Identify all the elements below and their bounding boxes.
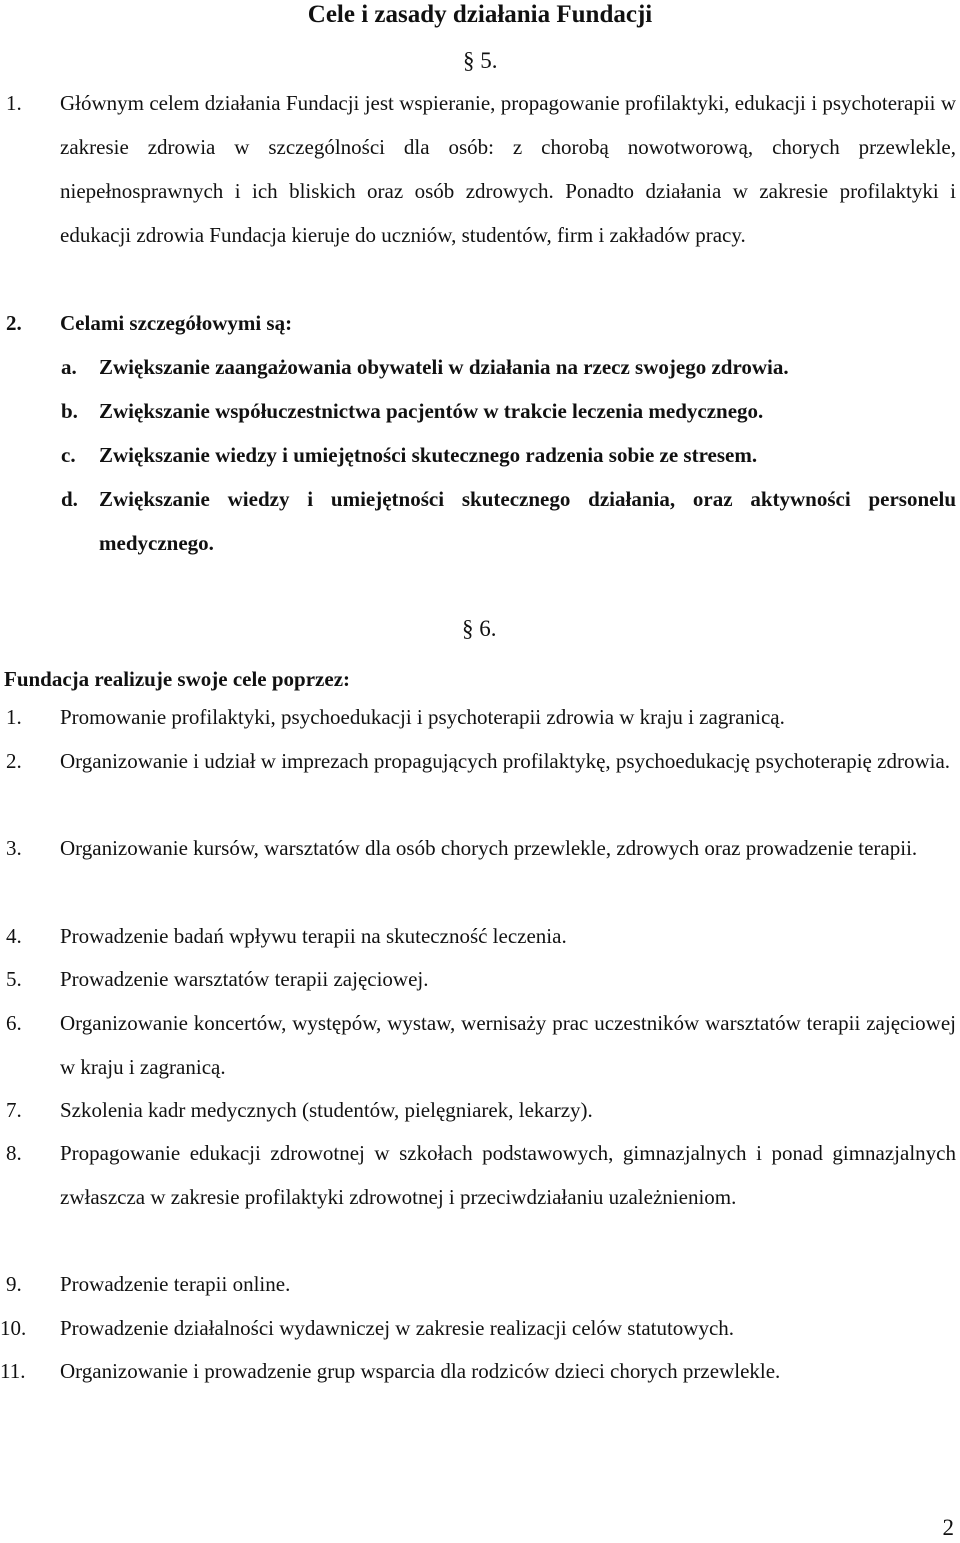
item-text: Prowadzenie warsztatów terapii zajęciowej. — [60, 967, 429, 991]
section-6-intro: Fundacja realizuje swoje cele poprzez: — [4, 667, 351, 691]
item-number: 3. — [6, 836, 22, 860]
sub-item-letter: d. — [61, 487, 78, 511]
item-number: 1. — [6, 91, 22, 115]
item-text: Organizowanie i udział w imprezach propagujących profilaktykę, psychoedukację psychoterapię zdrowia. — [60, 749, 951, 773]
item-number: 8. — [6, 1141, 22, 1165]
item-number: 11. — [0, 1359, 26, 1383]
document-title: Cele i zasady działania Fundacji — [307, 1, 653, 28]
section-6-mark: § 6. — [462, 616, 497, 641]
item-number: 7. — [6, 1098, 22, 1122]
item-number: 5. — [6, 967, 22, 991]
sub-item-text: Zwiększanie zaangażowania obywateli w działania na rzecz swojego zdrowia. — [99, 355, 789, 379]
section-5-mark: § 5. — [463, 48, 498, 73]
sub-item-text: Zwiększanie wiedzy i umiejętności skutecznego radzenia sobie ze stresem. — [99, 443, 758, 467]
item-number: 9. — [6, 1272, 22, 1296]
item-text: Prowadzenie badań wpływu terapii na skuteczność leczenia. — [60, 924, 567, 948]
item-text: Szkolenia kadr medycznych (studentów, pielęgniarek, lekarzy). — [60, 1098, 593, 1122]
item-number: 6. — [6, 1011, 22, 1035]
item-number: 10. — [0, 1316, 27, 1340]
sub-item-letter: c. — [61, 443, 76, 467]
item-text: Prowadzenie działalności wydawniczej w zakresie realizacji celów statutowych. — [60, 1316, 735, 1340]
sub-item-letter: a. — [61, 355, 77, 379]
item-number: 4. — [6, 924, 22, 948]
item-number: 2. — [6, 311, 22, 335]
item-text: Prowadzenie terapii online. — [60, 1272, 291, 1296]
sub-item-text: Zwiększanie wiedzy i umiejętności skutecznego działania, oraz aktywności personelu medycznego. — [99, 487, 956, 555]
sub-item-letter: b. — [61, 399, 78, 423]
item-number: 1. — [6, 705, 22, 729]
item-text: Celami szczegółowymi są: — [60, 311, 293, 335]
item-text: Głównym celem działania Fundacji jest wspieranie, propagowanie profilaktyki, edukacji i psychoterapii w zakresie zdrowia w szczególności dla osób: z chorobą nowotworową, chorych przewlekle, niepełnosprawnych i ich bliskich oraz osób zdrowych. Ponadto działania w zakresie profilaktyki i edukacji zdrowia Fundacja kieruje do uczniów, studentów, firm i zakładów pracy. — [60, 91, 956, 247]
page-number: 2 — [942, 1515, 954, 1540]
item-text: Propagowanie edukacji zdrowotnej w szkołach podstawowych, gimnazjalnych i ponad gimnazjalnych zwłaszcza w zakresie profilaktyki zdrowotnej i przeciwdziałaniu uzależnieniom. — [60, 1141, 956, 1209]
item-text: Organizowanie koncertów, występów, wystaw, wernisaży prac uczestników warsztatów terapii zajęciowej w kraju i zagranicą. — [60, 1011, 956, 1079]
item-text: Organizowanie i prowadzenie grup wsparcia dla rodziców dzieci chorych przewlekle. — [60, 1359, 781, 1383]
item-text: Promowanie profilaktyki, psychoedukacji i psychoterapii zdrowia w kraju i zagranicą. — [60, 705, 785, 729]
item-text: Organizowanie kursów, warsztatów dla osób chorych przewlekle, zdrowych oraz prowadzenie terapii. — [60, 836, 918, 860]
sub-item-text: Zwiększanie współuczestnictwa pacjentów w trakcie leczenia medycznego. — [99, 399, 764, 423]
item-number: 2. — [6, 749, 22, 773]
